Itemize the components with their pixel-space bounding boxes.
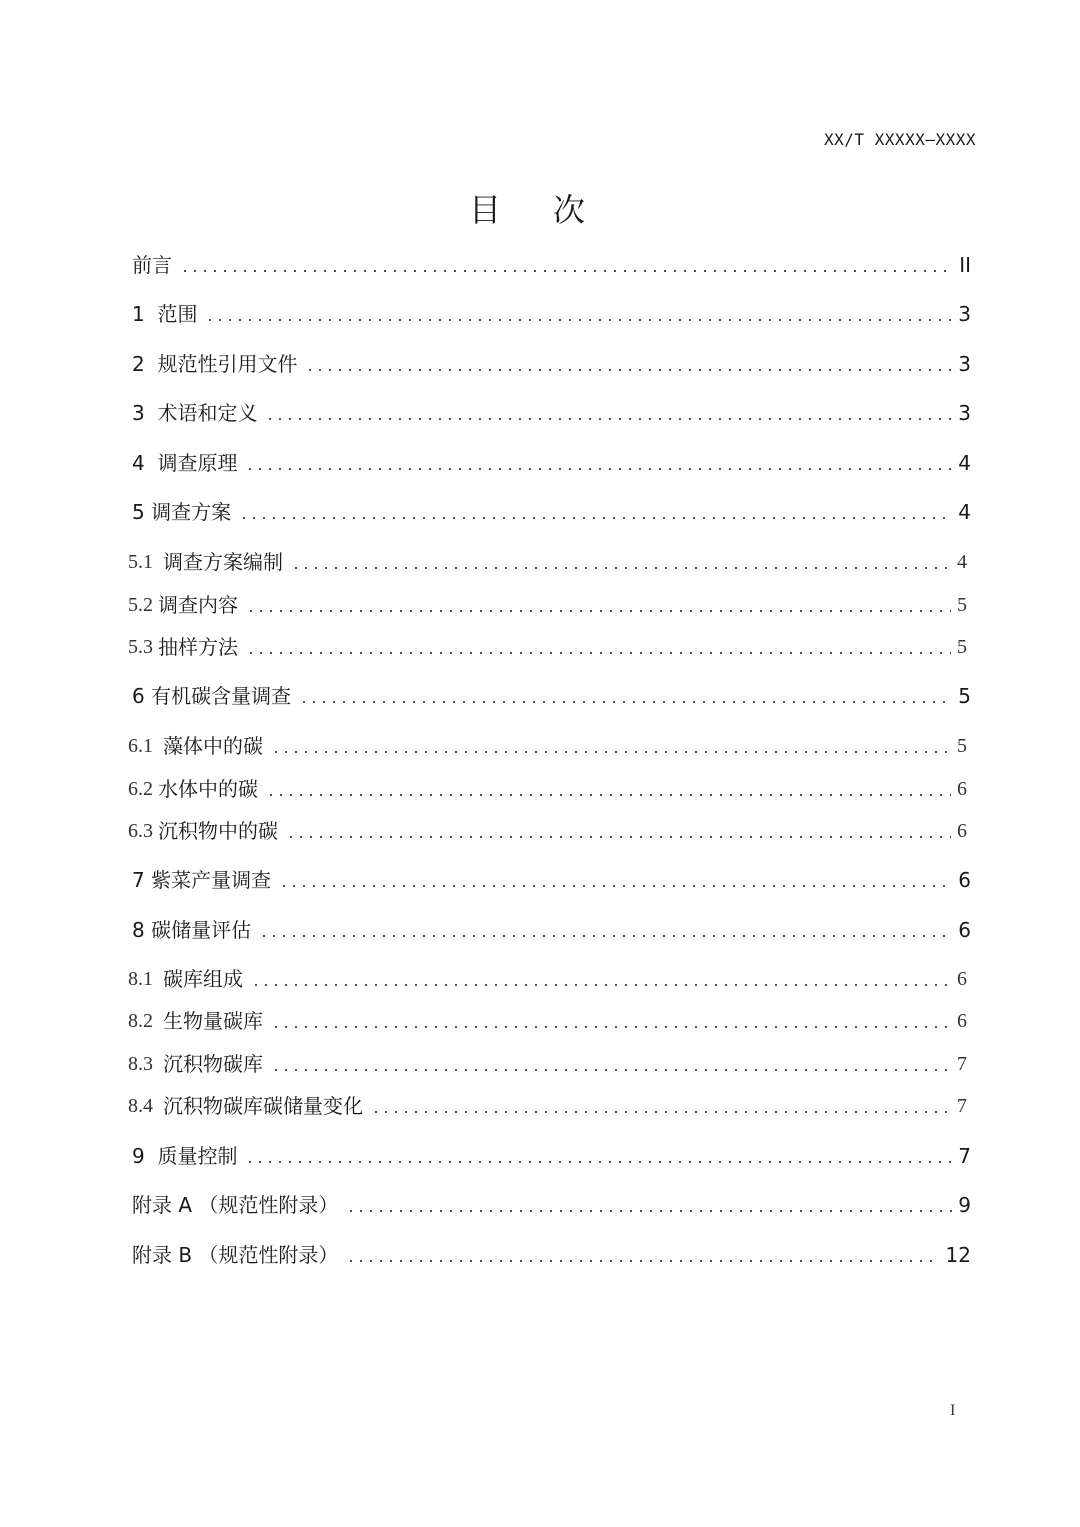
toc-entry-page: 7 — [957, 1095, 967, 1117]
toc-entry-title: 调查内容 — [158, 593, 238, 617]
toc-entry-number: 5.1 — [128, 551, 163, 573]
toc-entry-number: 6.1 — [128, 735, 163, 757]
toc-entry-page: II — [959, 253, 971, 277]
toc-entry-number: 2 — [132, 352, 158, 376]
dot-leader — [346, 1260, 939, 1262]
dot-leader — [271, 1026, 951, 1028]
toc-entry-title: 紫菜产量调查 — [151, 868, 272, 892]
toc-entry-title: 范围 — [157, 302, 198, 326]
toc-entry-title: 碳库组成 — [163, 967, 243, 991]
toc-entry-page: 7 — [957, 1053, 967, 1075]
dot-leader — [299, 701, 952, 703]
toc-entry-title: 调查方案 — [151, 500, 232, 524]
toc-entry-number: 6.3 — [128, 820, 158, 842]
dot-leader — [286, 836, 951, 838]
toc-subentry[interactable] — [128, 1006, 967, 1036]
dot-leader — [245, 1161, 952, 1163]
toc-entry-number: 8.2 — [128, 1010, 163, 1032]
toc-entry-page: 3 — [958, 352, 971, 376]
toc-entry-page: 6 — [957, 778, 967, 800]
toc-entry-title: 有机碳含量调查 — [151, 684, 292, 708]
dot-leader — [266, 794, 951, 796]
toc-entry[interactable] — [132, 349, 971, 379]
toc-entry-title: 藻体中的碳 — [163, 734, 263, 758]
toc-entry-number: 8.3 — [128, 1053, 163, 1075]
toc-entry[interactable] — [132, 398, 971, 428]
toc-entry-page: 3 — [958, 401, 971, 425]
toc-entry-page: 4 — [958, 451, 971, 475]
dot-leader — [265, 418, 952, 420]
toc-entry-title: 质量控制 — [157, 1144, 238, 1168]
toc-entry-title: 沉积物中的碳 — [158, 819, 278, 843]
toc-title: 目次 — [468, 191, 637, 229]
toc-entry-page: 6 — [957, 1010, 967, 1032]
dot-leader — [279, 885, 952, 887]
toc-entry-page: 6 — [957, 820, 967, 842]
toc-entry-number: 4 — [132, 451, 158, 475]
toc-entry-number: 7 — [132, 868, 152, 892]
toc-entry-page: 6 — [957, 968, 967, 990]
dot-leader — [259, 935, 952, 937]
toc-entry[interactable] — [132, 299, 971, 329]
toc-entry-number: 6 — [132, 684, 152, 708]
toc-entry-page: 3 — [958, 302, 971, 326]
toc-entry-title: 沉积物碳库 — [163, 1052, 263, 1076]
toc-entry[interactable] — [132, 915, 971, 945]
toc-entry-number: 6.2 — [128, 778, 158, 800]
toc-entry-title: 前言 — [132, 253, 172, 277]
toc-entry-page: 6 — [958, 918, 971, 942]
toc-entry-page: 4 — [958, 500, 971, 524]
toc-entry[interactable] — [132, 250, 971, 280]
toc-entry-page: 5 — [958, 684, 971, 708]
toc-entry[interactable] — [132, 865, 971, 895]
toc-entry-number: 3 — [132, 401, 158, 425]
toc-entry-number: 9 — [132, 1144, 158, 1168]
toc-entry-page: 7 — [958, 1144, 971, 1168]
toc-entry-title: 抽样方法 — [158, 635, 238, 659]
toc-entry-number: 8 — [132, 918, 152, 942]
toc-entry[interactable] — [132, 1240, 971, 1270]
toc-entry-page: 9 — [958, 1193, 971, 1217]
toc-subentry[interactable] — [128, 1049, 967, 1079]
toc-entry-title: 碳储量评估 — [151, 918, 252, 942]
toc-entry-page: 5 — [957, 735, 967, 757]
toc-entry-number: 8.1 — [128, 968, 163, 990]
dot-leader — [180, 270, 953, 272]
toc-entry[interactable] — [132, 1141, 971, 1171]
document-code: XX/T XXXXX—XXXX — [824, 130, 976, 149]
toc-entry[interactable] — [132, 497, 971, 527]
toc-entry-page: 5 — [957, 636, 967, 658]
toc-entry-title: 生物量碳库 — [163, 1009, 263, 1033]
toc-entry-number: 8.4 — [128, 1095, 163, 1117]
toc-entry-title: 调查原理 — [157, 451, 238, 475]
toc-entry-title: 水体中的碳 — [158, 777, 258, 801]
dot-leader — [245, 468, 952, 470]
toc-subentry[interactable] — [128, 632, 967, 662]
toc-entry-title: 附录 A （规范性附录） — [132, 1193, 339, 1217]
toc-entry-number: 5.3 — [128, 636, 158, 658]
toc-entry-page: 5 — [957, 594, 967, 616]
dot-leader — [271, 1069, 951, 1071]
toc-subentry[interactable] — [128, 816, 967, 846]
dot-leader — [246, 610, 951, 612]
toc-entry-number: 5.2 — [128, 594, 158, 616]
toc-entry-page: 6 — [958, 868, 971, 892]
toc-entry-title: 沉积物碳库碳储量变化 — [163, 1094, 363, 1118]
toc-entry-number: 5 — [132, 500, 152, 524]
toc-subentry[interactable] — [128, 1091, 967, 1121]
toc-subentry[interactable] — [128, 731, 967, 761]
dot-leader — [239, 517, 952, 519]
toc-entry[interactable] — [132, 448, 971, 478]
dot-leader — [371, 1111, 951, 1113]
dot-leader — [271, 751, 951, 753]
dot-leader — [291, 567, 951, 569]
toc-subentry[interactable] — [128, 590, 967, 620]
toc-subentry[interactable] — [128, 964, 967, 994]
dot-leader — [251, 984, 951, 986]
toc-entry-title: 规范性引用文件 — [157, 352, 298, 376]
toc-entry[interactable] — [132, 681, 971, 711]
toc-entry-title: 术语和定义 — [157, 401, 258, 425]
dot-leader — [305, 369, 952, 371]
page-number: I — [950, 1402, 956, 1419]
toc-subentry[interactable] — [128, 774, 967, 804]
toc-subentry[interactable] — [128, 547, 967, 577]
toc-entry[interactable] — [132, 1190, 971, 1220]
dot-leader — [346, 1210, 952, 1212]
toc-entry-page: 12 — [945, 1243, 971, 1267]
dot-leader — [205, 319, 952, 321]
toc-entry-number: 1 — [132, 302, 158, 326]
toc-entry-title: 调查方案编制 — [163, 550, 283, 574]
toc-entry-page: 4 — [957, 551, 967, 573]
dot-leader — [246, 652, 951, 654]
toc-entry-title: 附录 B （规范性附录） — [132, 1243, 339, 1267]
